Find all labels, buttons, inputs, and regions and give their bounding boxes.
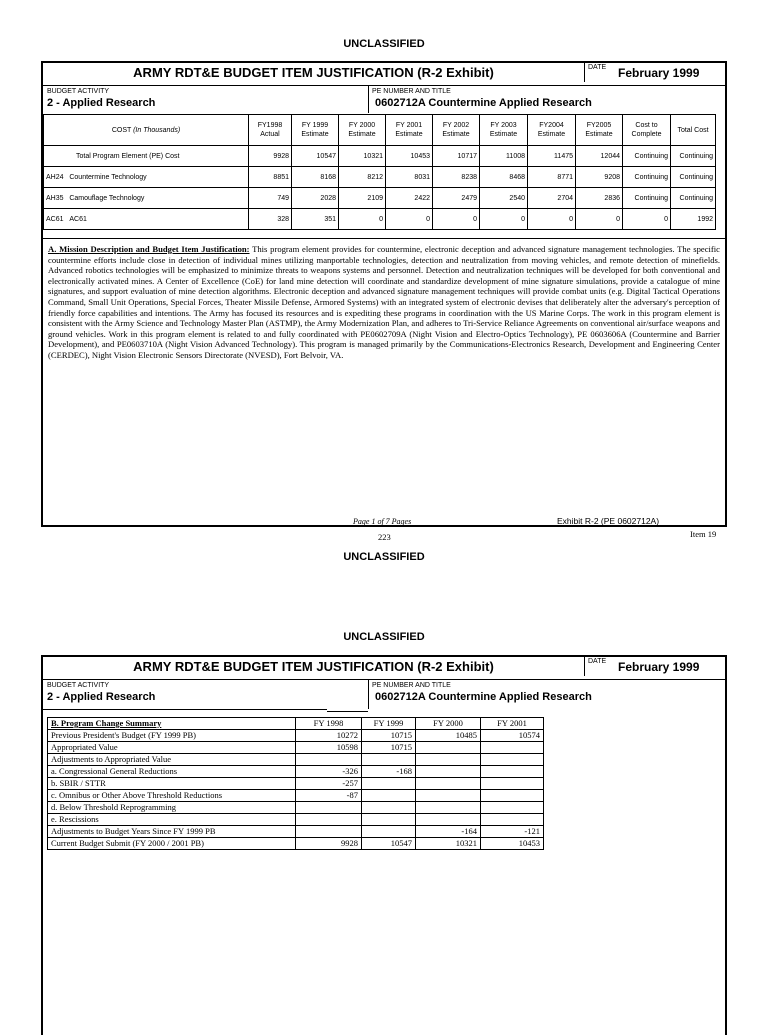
cost-cell: 0 — [339, 209, 386, 230]
change-row-label: Previous President's Budget (FY 1999 PB) — [48, 730, 296, 742]
row-name: AH35 Camouflage Technology — [44, 188, 249, 209]
cost-cell: 2479 — [433, 188, 480, 209]
exhibit-reference: Exhibit R-2 (PE 0602712A) — [557, 516, 660, 526]
cost-cell: Continuing — [623, 188, 671, 209]
change-cell: 10547 — [362, 838, 416, 850]
cost-cell: 0 — [623, 209, 671, 230]
change-row-label: Appropriated Value — [48, 742, 296, 754]
section-letter: A. — [48, 244, 60, 254]
cost-cell: 8468 — [480, 167, 528, 188]
change-cell: 10574 — [481, 730, 544, 742]
change-cell — [481, 766, 544, 778]
change-cell: -326 — [296, 766, 362, 778]
mission-description — [48, 244, 720, 361]
col-head: FY2004 Estimate — [528, 115, 576, 146]
date-label: DATE — [588, 64, 607, 71]
change-cell: -121 — [481, 826, 544, 838]
change-cell: 10715 — [362, 742, 416, 754]
change-cell — [362, 826, 416, 838]
cost-cell: Continuing — [623, 167, 671, 188]
cost-cell: 9208 — [576, 167, 623, 188]
change-header-row — [48, 718, 544, 730]
page-number: 223 — [378, 532, 391, 542]
date-label: DATE — [588, 658, 607, 665]
mission-text: This program element provides for countermine, electronic deception and advanced signature management technologies. The specific countermine efforts include close in detection of individual mines utilizing manportable technologies, detection and neutralization from moving vehicles, and remote detection of minefields. Advanced robotics technologies will be emphasized to minimize threats to weapons systems and personnel. Detection and neutralization techniques will be developed for both conventional and electronically activated mines. A Center of Excellence (CoE) for land mine detection will coordinate and standardize development of mine signature simulations, provide a catalogue of mine signatures, and support evaluation of mine detection algorithms. Electronic deception and advanced signature management techniques will provide combat units (e.g. Digital Tactical Operations Command, Small Unit Operations, Special Forces, Theater Missile Defense, Armored Systems) with an integrated system of electronic devises that deliberately alter the adversary's perception of friendly force capabilities and intentions. The Army has focused its resources and is expediting these programs in coordination with the US Marine Corps. The work in this program element is consistent with the Army Science and Technology Master Plan (ASTMP), the Army Modernization Plan, and adheres to Tri-Service Reliance Agreements on conventional air/surface weapons and ground vehicles. Work in this program element is related to and fully coordinated with PE0602709A (Night Vision and Electro-Optics Technology), PE 0603606A (Countermine and Barrier Development), and PE0603710A (Night Vision Advanced Technology). This program is managed primarily by the Communications-Electronics Research, Development and Engineering Center (CERDEC), Night Vision Electronic Sensors Directorate (NVESD), Fort Belvoir, VA. — [48, 244, 720, 360]
year-header: FY 2000 — [416, 718, 481, 730]
change-cell — [481, 814, 544, 826]
cost-cell: 1992 — [671, 209, 716, 230]
cost-cell: 0 — [433, 209, 480, 230]
cost-row — [44, 209, 716, 230]
cost-cell: 2836 — [576, 188, 623, 209]
change-cell — [481, 778, 544, 790]
row-code: AC61 — [46, 215, 64, 223]
change-cell: 10485 — [416, 730, 481, 742]
change-row — [48, 790, 544, 802]
row-code: AH24 — [46, 173, 64, 181]
change-cell: 10715 — [362, 730, 416, 742]
classification-top: UNCLASSIFIED — [343, 38, 425, 50]
pe-label: PE NUMBER AND TITLE — [372, 88, 451, 95]
change-row-label: b. SBIR / STTR — [48, 778, 296, 790]
cost-cell: 749 — [249, 188, 292, 209]
mission-heading: Mission Description and Budget Item Justification: — [59, 244, 250, 254]
cost-cell: 0 — [576, 209, 623, 230]
budget-activity-value: 2 - Applied Research — [47, 691, 156, 703]
col-head: Total Cost — [671, 115, 716, 146]
col-head: FY 2000 Estimate — [339, 115, 386, 146]
cost-cell: 8212 — [339, 167, 386, 188]
row-name: Total Program Element (PE) Cost — [44, 146, 249, 167]
change-cell — [416, 814, 481, 826]
cost-header-row — [44, 115, 716, 146]
cost-cell: 0 — [386, 209, 433, 230]
page-of-pages: Page 1 of 7 Pages — [353, 517, 412, 526]
year-header: FY 1999 — [362, 718, 416, 730]
change-cell — [416, 802, 481, 814]
cost-cell: 2422 — [386, 188, 433, 209]
cost-cell: 11475 — [528, 146, 576, 167]
change-cell — [296, 826, 362, 838]
cost-label-cell: COST (In Thousands) — [44, 115, 249, 146]
cost-cell: 8168 — [292, 167, 339, 188]
cost-cell: Continuing — [671, 167, 716, 188]
change-cell — [416, 766, 481, 778]
change-cell: -168 — [362, 766, 416, 778]
cost-cell: 8771 — [528, 167, 576, 188]
budget-activity-label: BUDGET ACTIVITY — [47, 682, 110, 689]
cost-cell: Continuing — [671, 188, 716, 209]
change-row — [48, 802, 544, 814]
change-heading: B. Program Change Summary — [48, 718, 296, 730]
change-cell — [416, 790, 481, 802]
cost-cell: 351 — [292, 209, 339, 230]
cost-cell: 12044 — [576, 146, 623, 167]
classification-top-page2: UNCLASSIFIED — [343, 631, 425, 643]
change-row-label: Current Budget Submit (FY 2000 / 2001 PB) — [48, 838, 296, 850]
change-cell — [362, 790, 416, 802]
change-row-label: e. Rescissions — [48, 814, 296, 826]
date-value: February 1999 — [618, 66, 700, 80]
change-cell: 9928 — [296, 838, 362, 850]
change-cell: 10272 — [296, 730, 362, 742]
cost-row — [44, 146, 716, 167]
col-head: Cost to Complete — [623, 115, 671, 146]
change-cell — [362, 778, 416, 790]
change-cell — [481, 802, 544, 814]
exhibit-title: ARMY RDT&E BUDGET ITEM JUSTIFICATION (R-2 Exhibit) — [43, 63, 585, 82]
col-head: FY1998 Actual — [249, 115, 292, 146]
row-name: AC61 AC61 — [44, 209, 249, 230]
change-cell — [362, 754, 416, 766]
cost-cell: Continuing — [671, 146, 716, 167]
cost-cell: 0 — [480, 209, 528, 230]
change-row — [48, 778, 544, 790]
exhibit-title: ARMY RDT&E BUDGET ITEM JUSTIFICATION (R-2 Exhibit) — [43, 657, 585, 676]
change-cell — [416, 742, 481, 754]
col-head: FY 2003 Estimate — [480, 115, 528, 146]
change-row-label: a. Congressional General Reductions — [48, 766, 296, 778]
change-cell — [416, 754, 481, 766]
cost-cell: 8031 — [386, 167, 433, 188]
cost-cell: 9928 — [249, 146, 292, 167]
change-cell: 10453 — [481, 838, 544, 850]
change-row-label: Adjustments to Appropriated Value — [48, 754, 296, 766]
change-cell — [296, 814, 362, 826]
change-row-label: c. Omnibus or Other Above Threshold Reductions — [48, 790, 296, 802]
change-cell — [481, 790, 544, 802]
row-name: AH24 Countermine Technology — [44, 167, 249, 188]
change-cell — [481, 742, 544, 754]
change-cell: -257 — [296, 778, 362, 790]
cost-cell: 8851 — [249, 167, 292, 188]
change-row — [48, 742, 544, 754]
year-header: FY 2001 — [481, 718, 544, 730]
change-cell — [416, 778, 481, 790]
pe-label: PE NUMBER AND TITLE — [372, 682, 451, 689]
change-row-label: d. Below Threshold Reprogramming — [48, 802, 296, 814]
cost-cell: 11008 — [480, 146, 528, 167]
cost-table — [43, 114, 716, 230]
change-cell: 10321 — [416, 838, 481, 850]
change-cell — [362, 802, 416, 814]
change-row — [48, 730, 544, 742]
cost-cell: 10717 — [433, 146, 480, 167]
budget-activity-label: BUDGET ACTIVITY — [47, 88, 110, 95]
cost-cell: 10547 — [292, 146, 339, 167]
date-value: February 1999 — [618, 660, 700, 674]
cost-cell: 328 — [249, 209, 292, 230]
cost-cell: 0 — [528, 209, 576, 230]
cost-row — [44, 167, 716, 188]
cost-cell: 2540 — [480, 188, 528, 209]
change-cell — [296, 802, 362, 814]
cost-cell: 2704 — [528, 188, 576, 209]
pe-title: 0602712A Countermine Applied Research — [375, 691, 592, 703]
col-head: FY2005 Estimate — [576, 115, 623, 146]
change-row — [48, 838, 544, 850]
classification-bottom: UNCLASSIFIED — [343, 551, 425, 563]
program-change-summary-table — [47, 717, 544, 850]
change-cell — [296, 754, 362, 766]
pe-title: 0602712A Countermine Applied Research — [375, 97, 592, 109]
item-number: Item 19 — [690, 529, 717, 539]
cost-cell: 10453 — [386, 146, 433, 167]
change-cell: -87 — [296, 790, 362, 802]
col-head: FY 2002 Estimate — [433, 115, 480, 146]
budget-activity-value: 2 - Applied Research — [47, 97, 156, 109]
year-header: FY 1998 — [296, 718, 362, 730]
change-cell: 10598 — [296, 742, 362, 754]
change-row — [48, 826, 544, 838]
cost-cell: 10321 — [339, 146, 386, 167]
row-code: AH35 — [46, 194, 64, 202]
change-cell — [362, 814, 416, 826]
change-row-label: Adjustments to Budget Years Since FY 1999 PB — [48, 826, 296, 838]
change-row — [48, 814, 544, 826]
change-row — [48, 754, 544, 766]
cost-row — [44, 188, 716, 209]
exhibit-page-1 — [41, 61, 727, 527]
cost-cell: 8238 — [433, 167, 480, 188]
cost-cell: 2109 — [339, 188, 386, 209]
cost-cell: Continuing — [623, 146, 671, 167]
change-cell — [481, 754, 544, 766]
col-head: FY 1999 Estimate — [292, 115, 339, 146]
col-head: FY 2001 Estimate — [386, 115, 433, 146]
change-cell: -164 — [416, 826, 481, 838]
cost-cell: 2028 — [292, 188, 339, 209]
change-row — [48, 766, 544, 778]
